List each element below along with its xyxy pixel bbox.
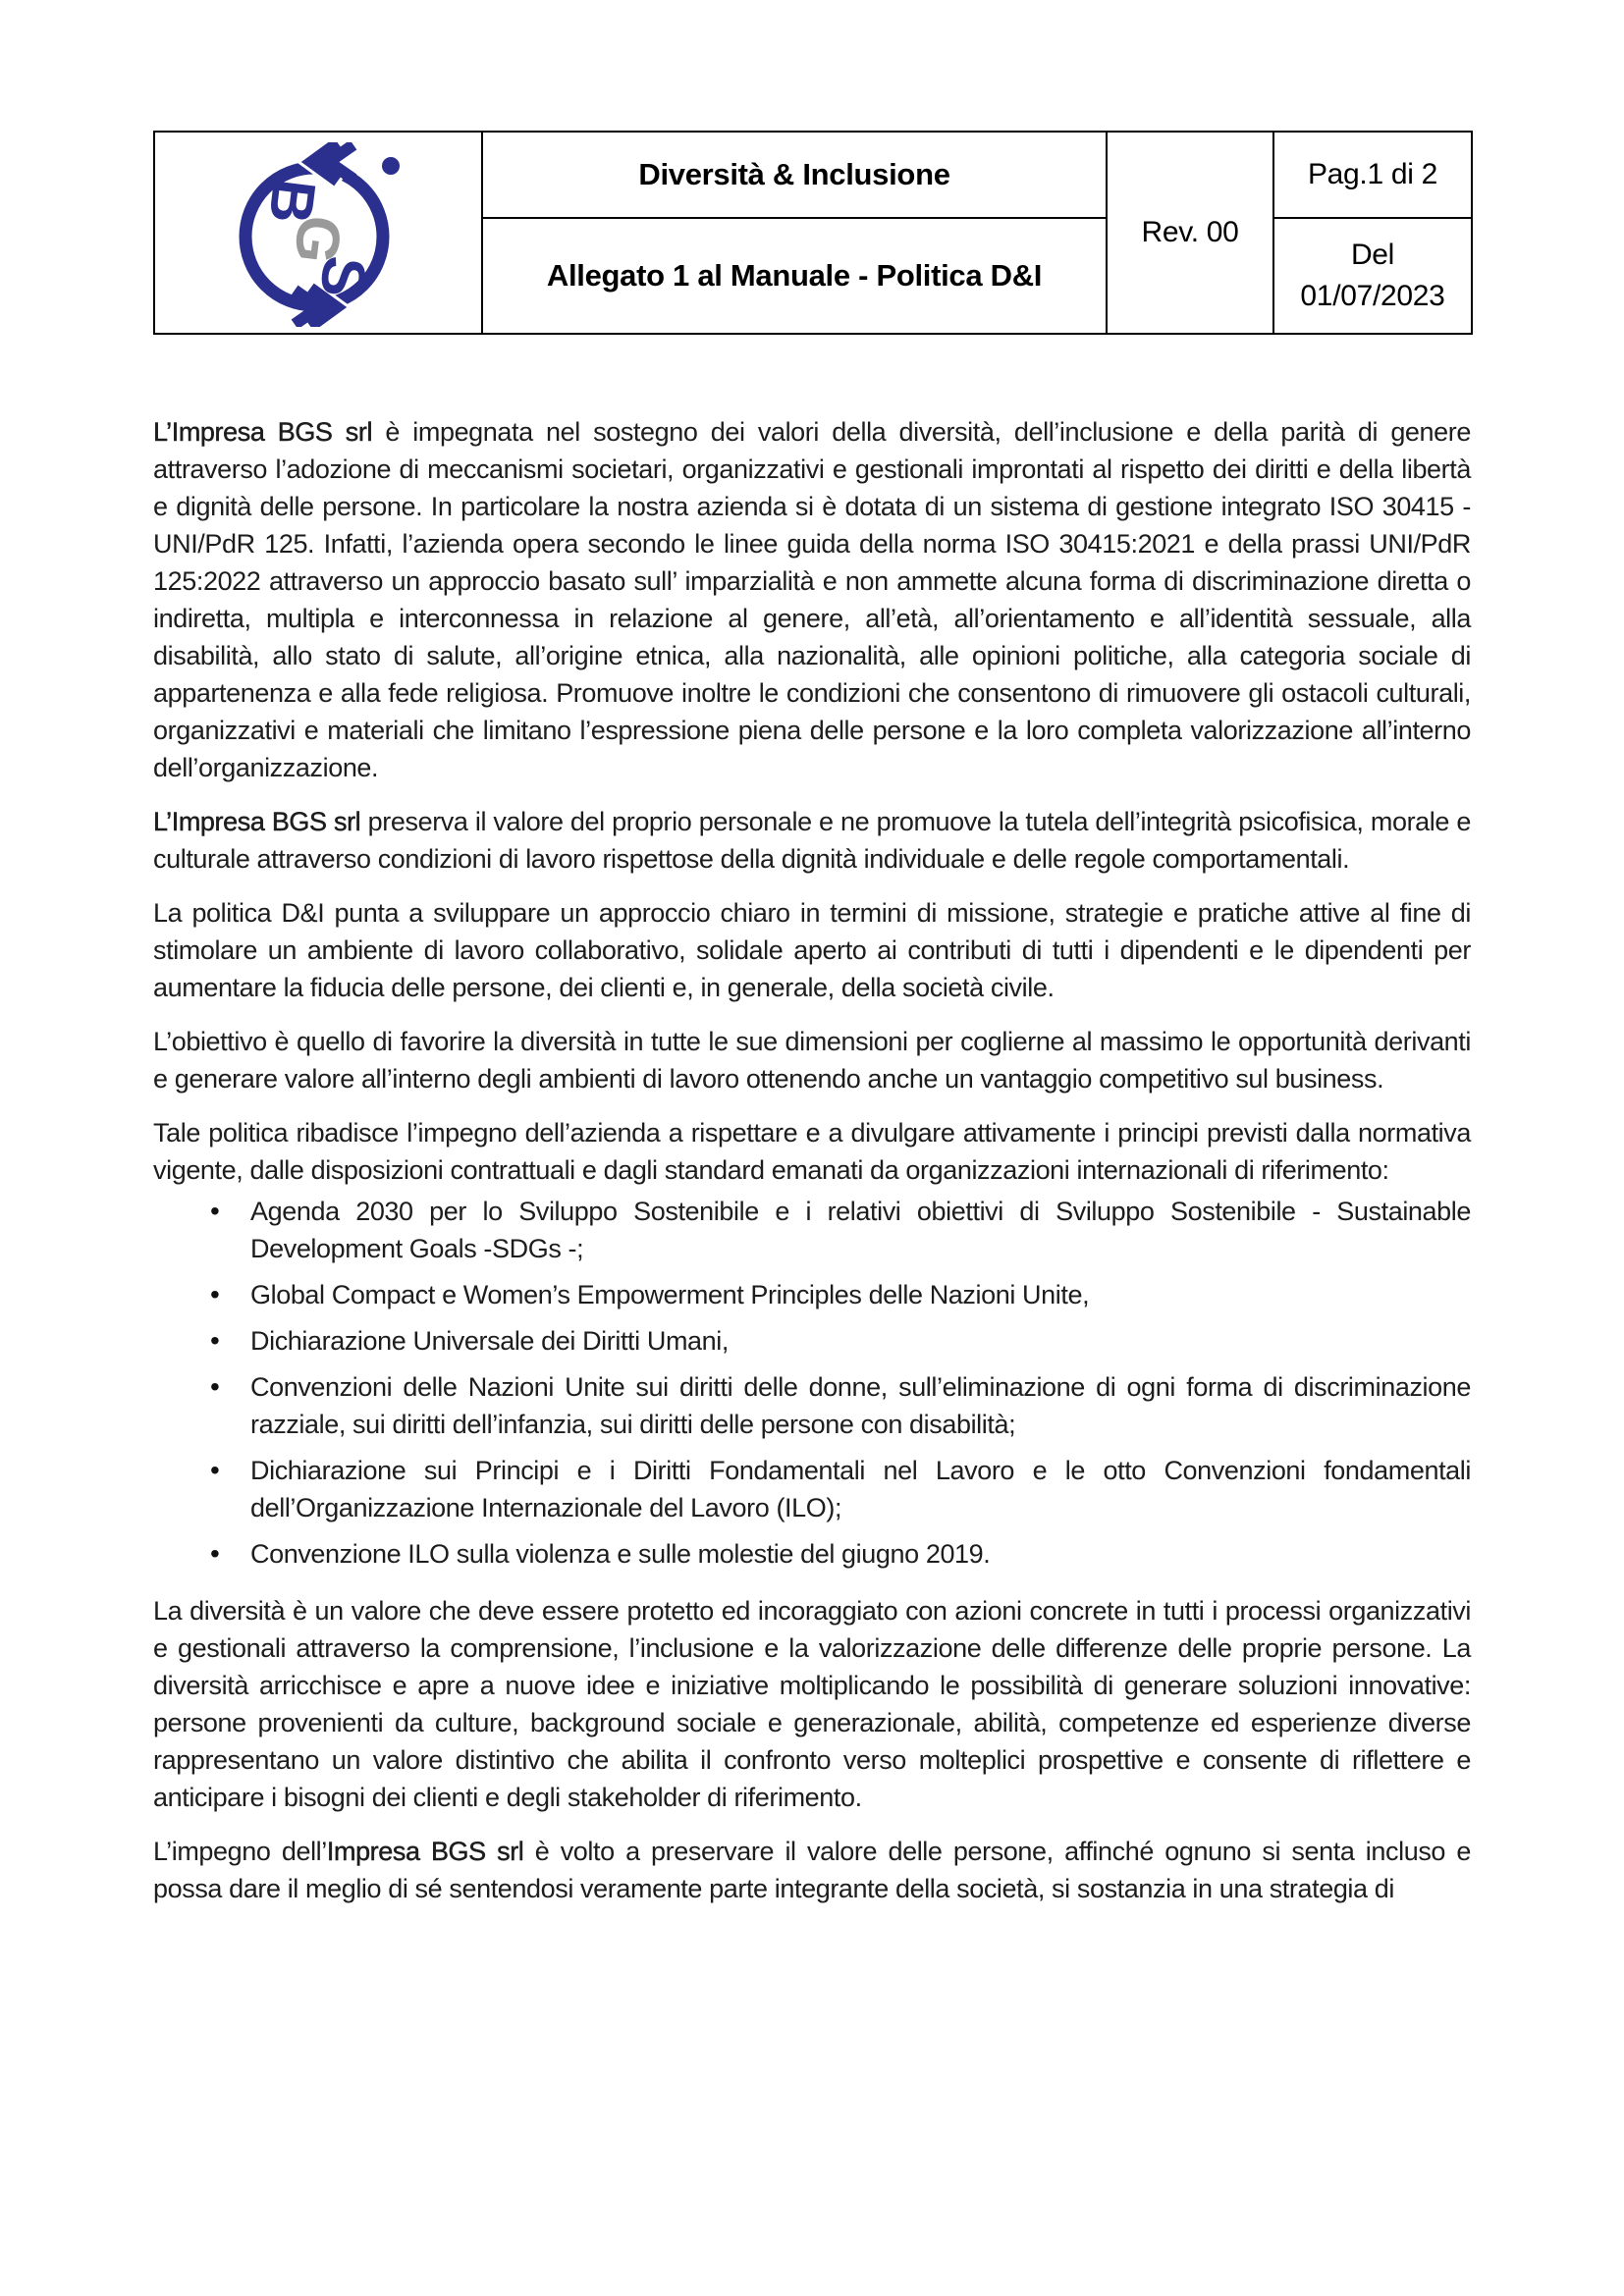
logo-letter-s: S (306, 252, 379, 301)
date-value: 01/07/2023 (1300, 280, 1445, 312)
paragraph-text: L’impegno dell’ (153, 1837, 327, 1866)
paragraph (153, 894, 1471, 1006)
document-title: Diversità & Inclusione (482, 132, 1107, 218)
paragraph-text: è volto a preservare il valore delle persone, affinché ognuno si senta incluso e possa dare il meglio di sé sentendosi veramente parte integrante della società, si sostanzia in una strategia di (153, 1837, 1471, 1903)
paragraph-text: preserva il valore del proprio personale e ne promuove la tutela dell’integrità psicofisica, morale e culturale attraverso condizioni di lavoro rispettose della dignità individuale e delle regole comportamentali. (153, 807, 1471, 874)
company-name: L’Impresa BGS srl (153, 807, 361, 836)
list-item: • Global Compact e Women’s Empowerment Principles delle Nazioni Unite, (153, 1276, 1471, 1313)
list-item: • Dichiarazione sui Principi e i Diritti Fondamentali nel Lavoro e le otto Convenzioni fondamentali dell’Organizzazione Internazionale del Lavoro (ILO); (153, 1452, 1471, 1526)
company-name: Impresa BGS srl (326, 1837, 524, 1866)
bgs-logo-icon (231, 142, 406, 327)
bullet-list (153, 1193, 1471, 1573)
paragraph (153, 1833, 1471, 1907)
date-label: Del (1350, 239, 1395, 271)
logo-cell (154, 132, 482, 334)
paragraphs-top (153, 413, 1471, 1189)
header-table (153, 131, 1473, 335)
paragraph-text: La politica D&I punta a sviluppare un approccio chiaro in termini di missione, strategie e pratiche attive al fine di stimolare un ambiente di lavoro collaborativo, solidale aperto ai contributi di tutti i dipendenti e le dipendenti per aumentare la fiducia delle persone, dei clienti e, in generale, della società civile. (153, 898, 1471, 1002)
page-number-label: Pag.1 di 2 (1273, 132, 1472, 218)
paragraph-text: La diversità è un valore che deve essere protetto ed incoraggiato con azioni concrete in tutti i processi organizzativi e gestionali attraverso la comprensione, l’inclusione e la valorizzazione delle differenze delle proprie persone. La diversità arricchisce e apre a nuove idee e iniziative moltiplicando le possibilità di generare soluzioni innovative: persone provenienti da culture, background sociale e generazionale, abilità, competenze ed esperienze diverse rappresentano un valore distintivo che abilita il confronto verso molteplici prospettive e consente di riflettere e anticipare i bisogni dei clienti e degli stakeholder di riferimento. (153, 1596, 1471, 1812)
document-subtitle: Allegato 1 al Manuale - Politica D&I (482, 218, 1107, 334)
logo-letter-g: G (280, 211, 354, 268)
list-item: • Convenzioni delle Nazioni Unite sui diritti delle donne, sull’eliminazione di ogni forma di discriminazione razziale, sui diritti dell’infanzia, sui diritti delle persone con disabilità; (153, 1368, 1471, 1443)
document-content (153, 131, 1471, 1907)
paragraph (153, 1114, 1471, 1189)
logo-top-arrow-icon (311, 146, 349, 178)
paragraph (153, 803, 1471, 878)
paragraph (153, 1023, 1471, 1097)
paragraph-text: L’obiettivo è quello di favorire la diversità in tutte le sue dimensioni per coglierne al massimo le opportunità derivanti e generare valore all’interno degli ambienti di lavoro ottenendo anche un vantaggio competitivo sul business. (153, 1027, 1471, 1094)
list-item: • Convenzione ILO sulla violenza e sulle molestie del giugno 2019. (153, 1535, 1471, 1573)
revision-label: Rev. 00 (1107, 132, 1273, 334)
document-body (153, 413, 1471, 1907)
logo-letter-b: B (255, 175, 328, 228)
paragraph (153, 413, 1471, 786)
company-name: L’Impresa BGS srl (153, 417, 373, 447)
paragraph-text: è impegnata nel sostegno dei valori della diversità, dell’inclusione e della parità di genere attraverso l’adozione di meccanismi societari, organizzativi e gestionali improntati al rispetto dei diritti e della libertà e dignità delle persone. In particolare la nostra azienda si è dotata di un sistema di gestione integrato ISO 30415 - UNI/PdR 125. Infatti, l’azienda opera secondo le linee guida della norma ISO 30415:2021 e della prassi UNI/PdR 125:2022 attraverso un approccio basato sull’ imparzialità e non ammette alcuna forma di discriminazione diretta o indiretta, multipla e interconnessa in relazione al genere, all’età, all’orientamento e all’identità sessuale, alla disabilità, allo stato di salute, all’origine etnica, alla nazionalità, alle opinioni politiche, alla categoria sociale di appartenenza e alla fede religiosa. Promuove inoltre le condizioni che consentono di rimuovere gli ostacoli culturali, organizzativi e materiali che limitano l’espressione piena delle persone e la loro completa valorizzazione all’interno dell’organizzazione. (153, 417, 1471, 782)
date-cell (1273, 218, 1472, 334)
list-item: • Dichiarazione Universale dei Diritti Umani, (153, 1322, 1471, 1360)
paragraph-text: Tale politica ribadisce l’impegno dell’azienda a rispettare e a divulgare attivamente i principi previsti dalla normativa vigente, dalle disposizioni contrattuali e dagli standard emanati da organizzazioni internazionali di riferimento: (153, 1118, 1471, 1185)
logo-dot (382, 157, 400, 175)
paragraphs-bottom (153, 1592, 1471, 1907)
paragraph (153, 1592, 1471, 1816)
list-item: • Agenda 2030 per lo Sviluppo Sostenibile e i relativi obiettivi di Sviluppo Sostenibile - Sustainable Development Goals -SDGs -; (153, 1193, 1471, 1267)
